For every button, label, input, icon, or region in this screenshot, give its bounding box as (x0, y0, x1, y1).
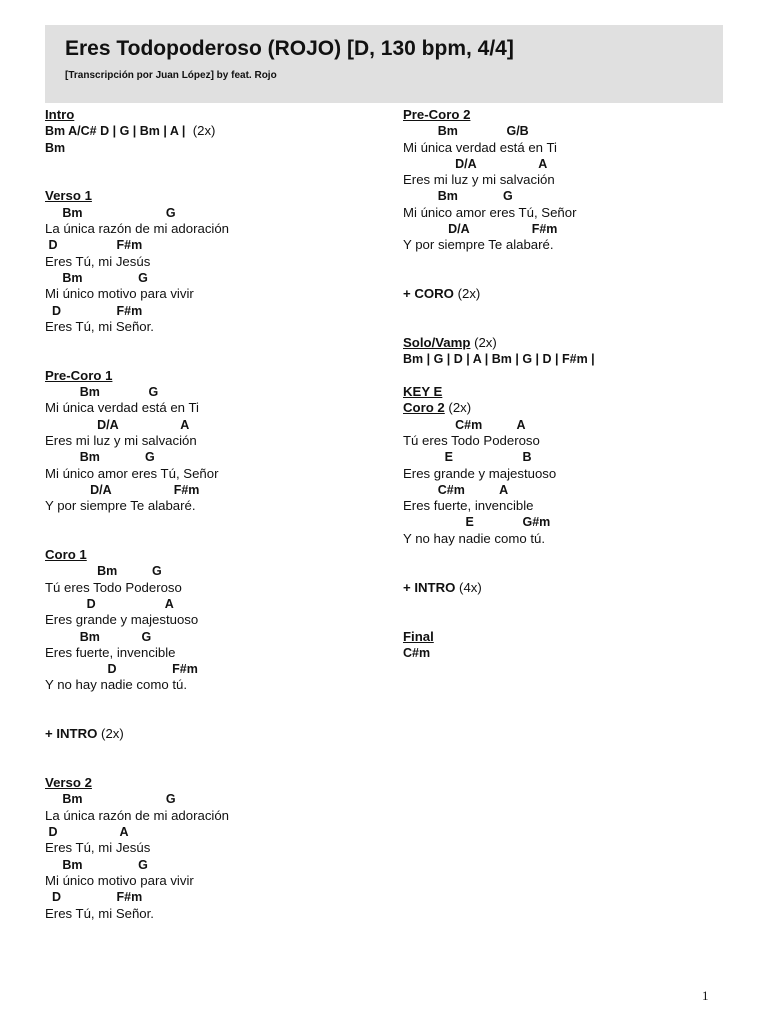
chord-line (403, 156, 733, 172)
chord-line (45, 889, 375, 905)
chord-line (45, 303, 375, 319)
lyric-line: Y no hay nadie como tú. (403, 530, 545, 546)
repeat-count: (2x) (97, 726, 124, 742)
chord-text: C#m A (403, 417, 526, 432)
instruction-label: + INTRO (403, 579, 456, 595)
chord-text: Bm G (45, 385, 159, 400)
blank-line (45, 743, 375, 759)
chord-line (45, 661, 375, 677)
blank-line (45, 694, 375, 710)
chord-text: Bm A/C# D | G | Bm | A | (45, 124, 186, 139)
chord-text: Bm G/B (403, 124, 529, 139)
chord-line (45, 384, 375, 400)
chord-line (403, 449, 733, 465)
chord-line (403, 351, 733, 367)
chord-line (403, 417, 733, 433)
lyric-line: Eres mi luz y mi salvación (403, 172, 555, 188)
section-heading-label: Intro (45, 107, 75, 122)
lyric-line: Mi única verdad está en Ti (45, 400, 199, 416)
section-heading-label: Coro 2 (403, 400, 445, 416)
repeat-count: (2x) (444, 400, 472, 416)
blank-line (403, 319, 733, 335)
lyric-line: Eres mi luz y mi salvación (45, 432, 197, 448)
chord-line (45, 482, 375, 498)
chord-text: D/A F#m (45, 482, 200, 497)
blank-line (403, 547, 733, 563)
blank-line (403, 303, 733, 319)
chord-line (45, 449, 375, 465)
chord-text: D F#m (45, 662, 198, 677)
section-heading (403, 629, 733, 645)
chord-line (45, 123, 375, 139)
chord-text: E G#m (403, 515, 551, 530)
chord-line (45, 563, 375, 579)
chord-line (403, 645, 733, 661)
chord-text: D F#m (45, 890, 143, 905)
repeat-instruction (403, 286, 733, 302)
lyric-line: Mi único amor eres Tú, Señor (403, 204, 577, 220)
chord-text: E B (403, 450, 532, 465)
lyric-line: La única razón de mi adoración (45, 221, 230, 237)
chord-text: Bm G (403, 189, 513, 204)
instruction-label: + CORO (403, 286, 454, 302)
section-heading-label: Pre-Coro 1 (45, 367, 113, 383)
lyric-line: Y no hay nadie como tú. (45, 677, 187, 693)
blank-line (403, 254, 733, 270)
lyric-line: Eres fuerte, invencible (403, 498, 534, 514)
section-heading (403, 335, 733, 351)
chord-line (403, 123, 733, 139)
page-number: 1 (702, 988, 709, 1003)
chord-line (403, 221, 733, 237)
section-heading (45, 188, 375, 204)
lyric-line: Y por siempre Te alabaré. (45, 498, 196, 514)
section-heading (45, 368, 375, 384)
lyric-line: Eres Tú, mi Señor. (45, 905, 154, 921)
section-heading (45, 775, 375, 791)
section-heading-label: Verso 2 (45, 775, 92, 791)
section-heading (45, 547, 375, 563)
chord-line (45, 596, 375, 612)
lyric-line: Mi único motivo para vivir (45, 286, 194, 302)
repeat-instruction (45, 726, 375, 742)
section-heading-label: Final (403, 628, 434, 644)
song-title: Eres Todopoderoso (ROJO) [D, 130 bpm, 4/4] (65, 37, 514, 60)
blank-line (45, 710, 375, 726)
chord-text: D/A A (45, 417, 190, 432)
chord-line (45, 270, 375, 286)
blank-line (45, 759, 375, 775)
lyric-line: Tú eres Todo Poderoso (403, 432, 540, 448)
chord-line (403, 188, 733, 204)
section-heading (403, 400, 733, 416)
chord-text: Bm G (45, 564, 162, 579)
repeat-count: (2x) (185, 123, 216, 139)
chord-text: D/A A (403, 156, 548, 171)
blank-line (45, 335, 375, 351)
lyric-line: Eres Tú, mi Señor. (45, 318, 154, 334)
chord-line (403, 514, 733, 530)
lyric-line: Mi única verdad está en Ti (403, 139, 557, 155)
lyric-line: Eres Tú, mi Jesús (45, 253, 151, 269)
blank-line (403, 563, 733, 579)
chord-line (45, 824, 375, 840)
chord-text: Bm G (45, 270, 148, 285)
lyric-line: La única razón de mi adoración (45, 807, 230, 823)
chord-line (45, 417, 375, 433)
blank-line (403, 596, 733, 612)
song-header (45, 25, 723, 103)
song-subtitle: [Transcripción por Juan López] by feat. Rojo (65, 70, 277, 81)
lyric-line: Eres fuerte, invencible (45, 644, 176, 660)
blank-line (45, 514, 375, 530)
repeat-count: (4x) (455, 579, 482, 595)
chord-text: Bm (45, 140, 66, 155)
left-column (45, 107, 375, 922)
blank-line (45, 351, 375, 367)
chord-text: Bm G (45, 205, 176, 220)
chord-text: D A (45, 825, 129, 840)
chord-text: C#m A (403, 482, 509, 497)
chord-text: Bm G (45, 857, 148, 872)
section-heading-label: Pre-Coro 2 (403, 107, 471, 122)
chord-text: D F#m (45, 238, 143, 253)
blank-line (403, 612, 733, 628)
repeat-count: (2x) (470, 335, 497, 351)
right-column (403, 107, 733, 661)
section-heading-label: Solo/Vamp (403, 335, 471, 351)
section-heading (403, 384, 733, 400)
lyric-line: Tú eres Todo Poderoso (45, 579, 182, 595)
blank-line (45, 531, 375, 547)
section-heading-label: Verso 1 (45, 188, 92, 204)
lyric-line: Eres Tú, mi Jesús (45, 840, 151, 856)
chord-line (45, 140, 375, 156)
chord-text: D A (45, 596, 174, 611)
chord-text: Bm G (45, 792, 176, 807)
chord-line (45, 629, 375, 645)
blank-line (403, 270, 733, 286)
chord-line (45, 205, 375, 221)
blank-line (403, 368, 733, 384)
chord-text: C#m (403, 645, 431, 660)
section-heading-label: KEY E (403, 384, 443, 400)
lyric-line: Mi único motivo para vivir (45, 872, 194, 888)
blank-line (45, 156, 375, 172)
repeat-count: (2x) (453, 286, 481, 302)
blank-line (45, 172, 375, 188)
section-heading (45, 107, 375, 123)
section-heading-label: Coro 1 (45, 547, 87, 563)
lyric-line: Mi único amor eres Tú, Señor (45, 465, 219, 481)
chord-text: D/A F#m (403, 222, 558, 237)
instruction-label: + INTRO (45, 726, 98, 742)
chord-line (45, 791, 375, 807)
lyric-line: Y por siempre Te alabaré. (403, 237, 554, 253)
lyric-line: Eres grande y majestuoso (45, 612, 199, 628)
lyric-line: Eres grande y majestuoso (403, 465, 557, 481)
chord-text: Bm G (45, 450, 155, 465)
repeat-instruction (403, 580, 733, 596)
section-heading (403, 107, 733, 123)
chord-text: Bm | G | D | A | Bm | G | D | F#m | (403, 352, 595, 367)
chord-text: D F#m (45, 303, 143, 318)
chord-line (403, 482, 733, 498)
chord-text: Bm G (45, 629, 152, 644)
chord-line (45, 857, 375, 873)
chord-line (45, 237, 375, 253)
